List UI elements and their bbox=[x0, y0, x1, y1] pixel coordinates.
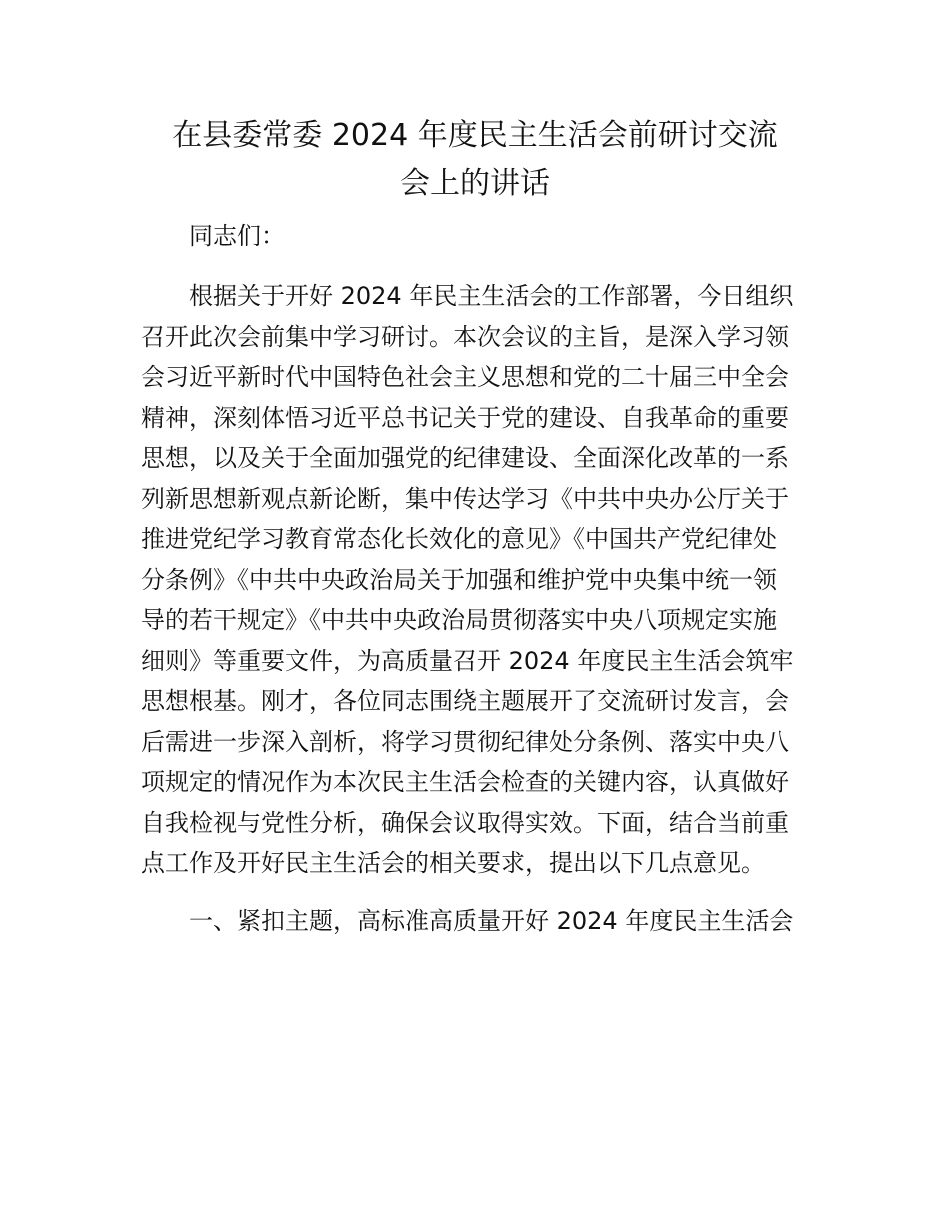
opening-paragraph bbox=[141, 276, 813, 884]
paragraph-line: 项规定的情况作为本次民主生活会检查的关键内容，认真做好 bbox=[141, 768, 789, 796]
paragraph-line: 召开此次会前集中学习研讨。本次会议的主旨，是深入学习领 bbox=[141, 322, 789, 351]
paragraph-line: 推进党纪学习教育常态化长效化的意见》《中国共产党纪律处 bbox=[141, 525, 777, 553]
paragraph-line: 根据关于开好 2024 年民主生活会的工作部署，今日组织 bbox=[189, 282, 794, 310]
paragraph-line: 会习近平新时代中国特色社会主义思想和党的二十届三中全会 bbox=[141, 363, 789, 391]
section-heading: 一、紧扣主题，高标准高质量开好 2024 年度民主生活会 bbox=[189, 906, 794, 935]
paragraph-line: 细则》等重要文件，为高质量召开 2024 年度民主生活会筑牢 bbox=[141, 646, 794, 675]
paragraph-line: 思想，以及关于全面加强党的纪律建设、全面深化改革的一系 bbox=[141, 444, 789, 472]
document-title bbox=[130, 112, 820, 208]
salutation: 同志们： bbox=[189, 222, 285, 250]
title-line-1: 在县委常委 2024 年度民主生活会前研讨交流 bbox=[172, 118, 778, 153]
title-line-2: 会上的讲话 bbox=[400, 166, 550, 201]
document-body bbox=[141, 216, 813, 941]
paragraph-line: 精神，深刻体悟习近平总书记关于党的建设、自我革命的重要 bbox=[141, 403, 789, 432]
paragraph-line: 分条例》《中共中央政治局关于加强和维护党中央集中统一领 bbox=[141, 565, 777, 594]
paragraph-line: 列新思想新观点新论断，集中传达学习《中共中央办公厅关于 bbox=[141, 484, 789, 513]
paragraph-line: 思想根基。刚才，各位同志围绕主题展开了交流研讨发言，会 bbox=[141, 687, 789, 715]
paragraph-line: 自我检视与党性分析，确保会议取得实效。下面，结合当前重 bbox=[141, 808, 789, 837]
paragraph-line: 后需进一步深入剖析，将学习贯彻纪律处分条例、落实中央八 bbox=[141, 727, 789, 756]
paragraph-line: 导的若干规定》《中共中央政治局贯彻落实中央八项规定实施 bbox=[141, 606, 777, 634]
paragraph-line: 点工作及开好民主生活会的相关要求，提出以下几点意见。 bbox=[141, 849, 765, 877]
